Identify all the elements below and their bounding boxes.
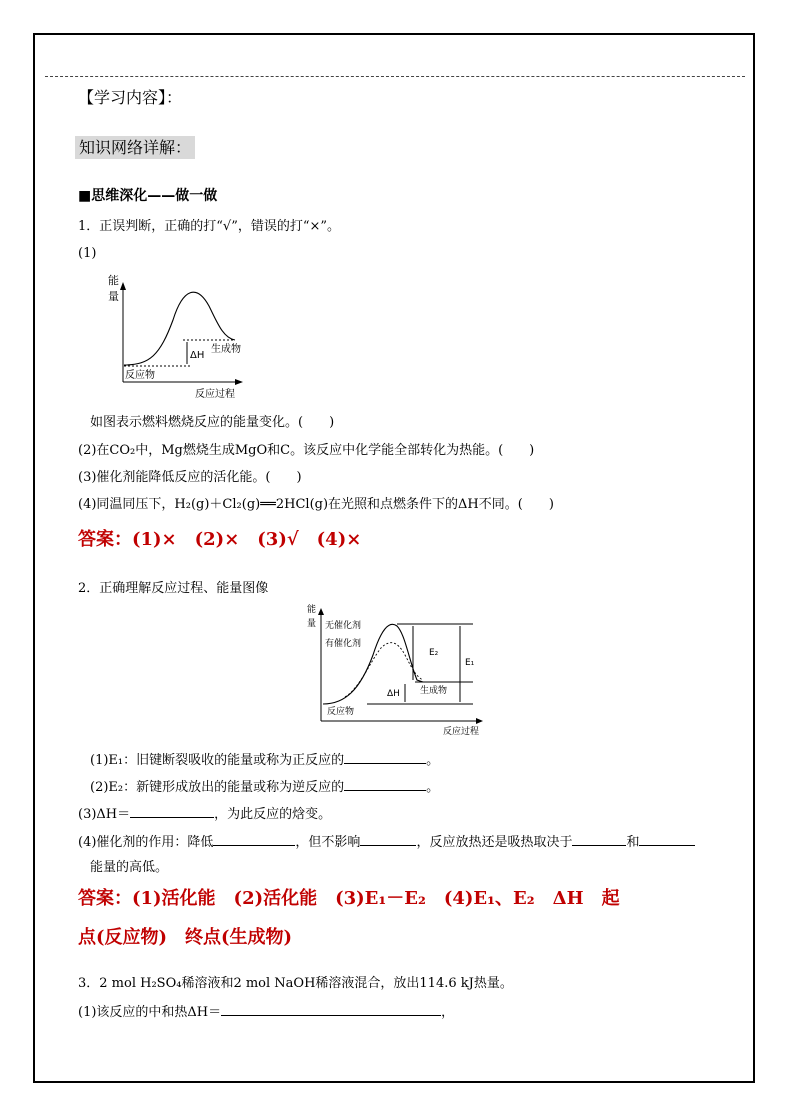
dashed-divider <box>45 76 745 77</box>
q1-answer: 答案：(1)× (2)× (3)√ (4)× <box>78 529 362 550</box>
q1-item2-text: (2)在CO₂中，Mg燃烧生成MgO和C。该反应中化学能全部转化为热能。( ) <box>78 443 535 458</box>
fig1-product-label: 生成物 <box>211 344 241 355</box>
fig2-y-arrow <box>318 608 324 615</box>
fig1-y-label-2: 量 <box>108 290 119 303</box>
fig2-no-catalyst-label: 无催化剂 <box>325 621 362 631</box>
q2-answer-line2: 点(反应物) 终点(生成物) <box>78 927 293 948</box>
fig2-reactant-label: 反应物 <box>327 707 355 717</box>
shaded-title: 知识网络详解： <box>75 140 195 158</box>
section-title: 【学习内容】： <box>78 88 183 107</box>
q2-answer-line1: 答案：(1)活化能 (2)活化能 (3)E₁－E₂ (4)E₁、E₂ ΔH 起 <box>78 888 620 909</box>
q2-line4: (4)催化剂的作用：降低 ，但不影响 ，反应放热还是吸热取决于 和 <box>78 833 695 851</box>
q1-item1-label: (1) <box>78 246 97 261</box>
q2-line3: (3)ΔH＝ ，为此反应的焓变。 <box>78 807 332 822</box>
q2-stem: 2．正确理解反应过程、能量图像 <box>78 581 269 596</box>
q2-line1: (1)E₁：旧键断裂吸收的能量或称为正反应的 。 <box>90 753 440 768</box>
fig2-product-label: 生成物 <box>420 686 448 696</box>
fig1-y-arrow <box>120 282 126 290</box>
part-title: ■思维深化——做一做 <box>78 188 218 204</box>
fig2-y-label-2: 量 <box>307 619 317 629</box>
fig2-catalyzed-curve <box>345 643 423 697</box>
fig1-delta-label: ΔH <box>190 350 205 361</box>
fig2-x-label: 反应过程 <box>443 727 480 737</box>
fig2-delta-label: ΔH <box>387 689 400 699</box>
fig2-x-arrow <box>476 718 483 724</box>
q3-line1: (1)该反应的中和热ΔH＝ ， <box>78 1005 455 1020</box>
energy-diagram-2 <box>305 600 490 740</box>
fig1-x-arrow <box>235 379 243 385</box>
fig2-e2-label: E₂ <box>429 648 439 658</box>
fig2-uncatalyzed-curve <box>323 624 423 704</box>
fig1-y-label-1: 能 <box>108 274 119 287</box>
energy-diagram-1 <box>105 270 255 405</box>
q1-item3-text: (3)催化剂能降低反应的活化能。( ) <box>78 470 302 485</box>
fig1-reactant-label: 反应物 <box>125 370 155 381</box>
fig2-catalyst-label: 有催化剂 <box>325 639 362 649</box>
q1-item4-text: (4)同温同压下，H₂(g)＋Cl₂(g)══2HCl(g)在光照和点燃条件下的ΔH不同。( ) <box>78 497 554 512</box>
q1-item1-text: 如图表示燃料燃烧反应的能量变化。( ) <box>90 415 335 430</box>
fig2-y-label-1: 能 <box>307 605 317 615</box>
q1-stem: 1．正误判断，正确的打“√”，错误的打“×”。 <box>78 219 341 234</box>
q2-line2: (2)E₂：新键形成放出的能量或称为逆反应的 。 <box>90 780 440 795</box>
fig1-x-label: 反应过程 <box>195 389 235 400</box>
fig2-e1-label: E₁ <box>465 658 475 668</box>
q3-stem: 3．2 mol H₂SO₄稀溶液和2 mol NaOH稀溶液混合，放出114.6 kJ热量。 <box>78 976 513 991</box>
q2-line5: 能量的高低。 <box>90 860 169 875</box>
